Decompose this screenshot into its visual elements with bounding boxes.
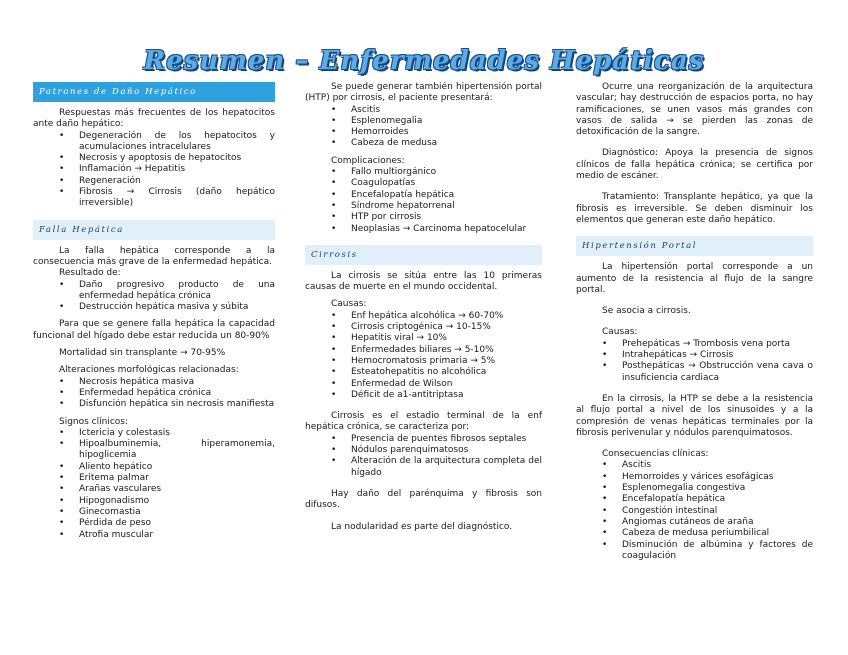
paragraph: La cirrosis se sitúa entre las 10 primeras causas de muerte en el mundo occidental. bbox=[305, 270, 542, 293]
paragraph: Signos clínicos: bbox=[59, 416, 129, 427]
list-item: • Ascitis bbox=[576, 460, 813, 471]
list-item: • Enfermedad de Wilson bbox=[305, 379, 542, 390]
paragraph: La hipertensión portal corresponde a un aumento de la resistencia al flujo de la sangre portal. bbox=[576, 262, 813, 295]
list-item: • Degeneración de los hepatocitos y acumulaciones intracelulares bbox=[33, 131, 275, 154]
paragraph: La nodularidad es parte del diagnóstico. bbox=[331, 521, 513, 532]
list-item: • Déficit de a1-antitriptasa bbox=[305, 390, 542, 401]
list-item: • Coagulopatías bbox=[305, 178, 542, 189]
section-header-patrones: Patrones de Daño Hepático bbox=[33, 82, 275, 102]
list-item: • Encefalopatía hepática bbox=[576, 494, 813, 505]
paragraph: Diagnóstico: Apoya la presencia de signos clínicos de falla hepática crónica; se certifica por medio de escáner. bbox=[576, 148, 813, 182]
list-item: • Hemocromatosis primaria → 5% bbox=[305, 356, 542, 367]
paragraph: Causas: bbox=[331, 299, 367, 310]
list-item: • Cabeza de medusa bbox=[305, 138, 542, 149]
list-item: • HTP por cirrosis bbox=[305, 212, 542, 223]
list-item: • Intrahepáticas → Cirrosis bbox=[576, 350, 813, 361]
paragraph: Causas: bbox=[602, 327, 638, 338]
list-item: • Congestión intestinal bbox=[576, 506, 813, 517]
page-title: Resumen – Enfermedades Hepáticas bbox=[143, 46, 705, 76]
list-item: • Necrosis y apoptosis de hepatocitos bbox=[33, 153, 275, 164]
list-item: • Destrucción hepática masiva y súbita bbox=[33, 302, 275, 313]
list-item: • Enfermedad hepática crónica bbox=[33, 388, 275, 399]
paragraph: Respuestas más frecuentes de los hepatocitos ante daño hepático: bbox=[33, 108, 275, 130]
bullet-list bbox=[576, 460, 813, 562]
list-item: • Esplenomegalia congestiva bbox=[576, 483, 813, 494]
bullet-list bbox=[305, 105, 542, 150]
list-item: • Alteración de la arquitectura completa del hígado bbox=[305, 456, 542, 479]
list-item: • Eritema palmar bbox=[33, 473, 275, 484]
paragraph: Cirrosis es el estadio terminal de la enf hepática crónica, se caracteriza por: bbox=[305, 411, 542, 433]
list-item: • Hemorroides y várices esofágicas bbox=[576, 472, 813, 483]
list-item: • Hipogonadismo bbox=[33, 496, 275, 507]
list-item: • Ascitis bbox=[305, 105, 542, 116]
bullet-list bbox=[33, 428, 275, 541]
paragraph: Ocurre una reorganización de la arquitectura vascular; hay destrucción de espacios porta, no hay ramificaciones, se unen vasos más grandes con vasos de salida → se pierden las zonas de detoxificación de la sangre. bbox=[576, 82, 813, 138]
list-item: • Daño progresivo producto de una enfermedad hepática crónica bbox=[33, 280, 275, 303]
list-item: • Ginecomastia bbox=[33, 507, 275, 518]
list-item: • Atrofia muscular bbox=[33, 530, 275, 541]
list-item: • Arañas vasculares bbox=[33, 484, 275, 495]
bullet-list bbox=[305, 167, 542, 235]
paragraph: Hay daño del parénquima y fibrosis son difusos. bbox=[305, 488, 542, 511]
list-item: • Posthepáticas → Obstrucción vena cava o insuficiencia cardiaca bbox=[576, 361, 813, 384]
list-item: • Pérdida de peso bbox=[33, 518, 275, 529]
list-item: • Disminución de albúmina y factores de coagulación bbox=[576, 540, 813, 563]
column-2 bbox=[305, 82, 542, 533]
bullet-list bbox=[33, 131, 275, 210]
list-item: • Síndrome hepatorrenal bbox=[305, 201, 542, 212]
paragraph: Tratamiento: Transplante hepático, ya que la fibrosis es irreversible. Se deben disminuir los elementos que generan este daño hepático. bbox=[576, 192, 813, 225]
column-1 bbox=[33, 82, 275, 541]
bullet-list bbox=[576, 339, 813, 384]
bullet-list bbox=[33, 377, 275, 411]
paragraph: Consecuencias clínicas: bbox=[602, 449, 709, 460]
list-item: • Encefalopatía hepática bbox=[305, 190, 542, 201]
column-3 bbox=[576, 82, 813, 562]
list-item: • Aliento hepático bbox=[33, 462, 275, 473]
paragraph: Para que se genere falla hepática la capacidad funcional del hígado debe estar reducida un 80-90% bbox=[33, 319, 275, 341]
paragraph: Mortalidad sin transplante → 70-95% bbox=[59, 348, 226, 359]
list-item: • Hepatitis viral → 10% bbox=[305, 333, 542, 344]
paragraph: Se asocia a cirrosis. bbox=[602, 306, 691, 317]
list-item: • Enf hepática alcohólica → 60-70% bbox=[305, 311, 542, 322]
section-header-cirrosis: Cirrosis bbox=[305, 245, 542, 265]
list-item: • Esplenomegalia bbox=[305, 116, 542, 127]
list-item: • Fibrosis → Cirrosis (daño hepático irreversible) bbox=[33, 187, 275, 210]
list-item: • Enfermedades biliares → 5-10% bbox=[305, 345, 542, 356]
list-item: • Regeneración bbox=[33, 176, 275, 187]
list-item: • Prehepáticas → Trombosis vena porta bbox=[576, 339, 813, 350]
section-header-hipertension: Hipertensión Portal bbox=[576, 236, 813, 256]
list-item: • Angiomas cutáneos de araña bbox=[576, 517, 813, 528]
paragraph: Complicaciones: bbox=[331, 155, 405, 166]
paragraph: Se puede generar también hipertensión portal (HTP) por cirrosis, el paciente presentará: bbox=[305, 82, 542, 104]
list-item: • Disfunción hepática sin necrosis manifiesta bbox=[33, 399, 275, 410]
list-item: • Ictericia y colestasis bbox=[33, 428, 275, 439]
paragraph: Resultado de: bbox=[59, 268, 121, 279]
list-item: • Esteatohepatitis no alcohólica bbox=[305, 367, 542, 378]
list-item: • Nódulos parenquimatosos bbox=[305, 445, 542, 456]
list-item: • Neoplasias → Carcinoma hepatocelular bbox=[305, 224, 542, 235]
list-item: • Cabeza de medusa periumbilical bbox=[576, 528, 813, 539]
bullet-list bbox=[33, 280, 275, 314]
section-header-falla: Falla Hepática bbox=[33, 220, 275, 240]
list-item: • Fallo multiorgánico bbox=[305, 167, 542, 178]
bullet-list bbox=[305, 434, 542, 479]
paragraph: Alteraciones morfológicas relacionadas: bbox=[59, 365, 239, 376]
paragraph: La falla hepática corresponde a la consecuencia más grave de la enfermedad hepática. bbox=[33, 245, 275, 267]
bullet-list bbox=[305, 311, 542, 401]
list-item: • Necrosis hepática masiva bbox=[33, 377, 275, 388]
list-item: • Inflamación → Hepatitis bbox=[33, 164, 275, 175]
paragraph: En la cirrosis, la HTP se debe a la resistencia al flujo portal a nivel de los sinusoides y a la compresión de venas hepáticas terminales por la fibrosis perivenular y nódulos parenquimatosos. bbox=[576, 393, 813, 438]
list-item: • Hemorroides bbox=[305, 127, 542, 138]
list-item: • Presencia de puentes fibrosos septales bbox=[305, 434, 542, 445]
list-item: • Hipoalbuminemia, hiperamonemia, hipoglicemia bbox=[33, 439, 275, 462]
list-item: • Cirrosis criptogénica → 10-15% bbox=[305, 322, 542, 333]
